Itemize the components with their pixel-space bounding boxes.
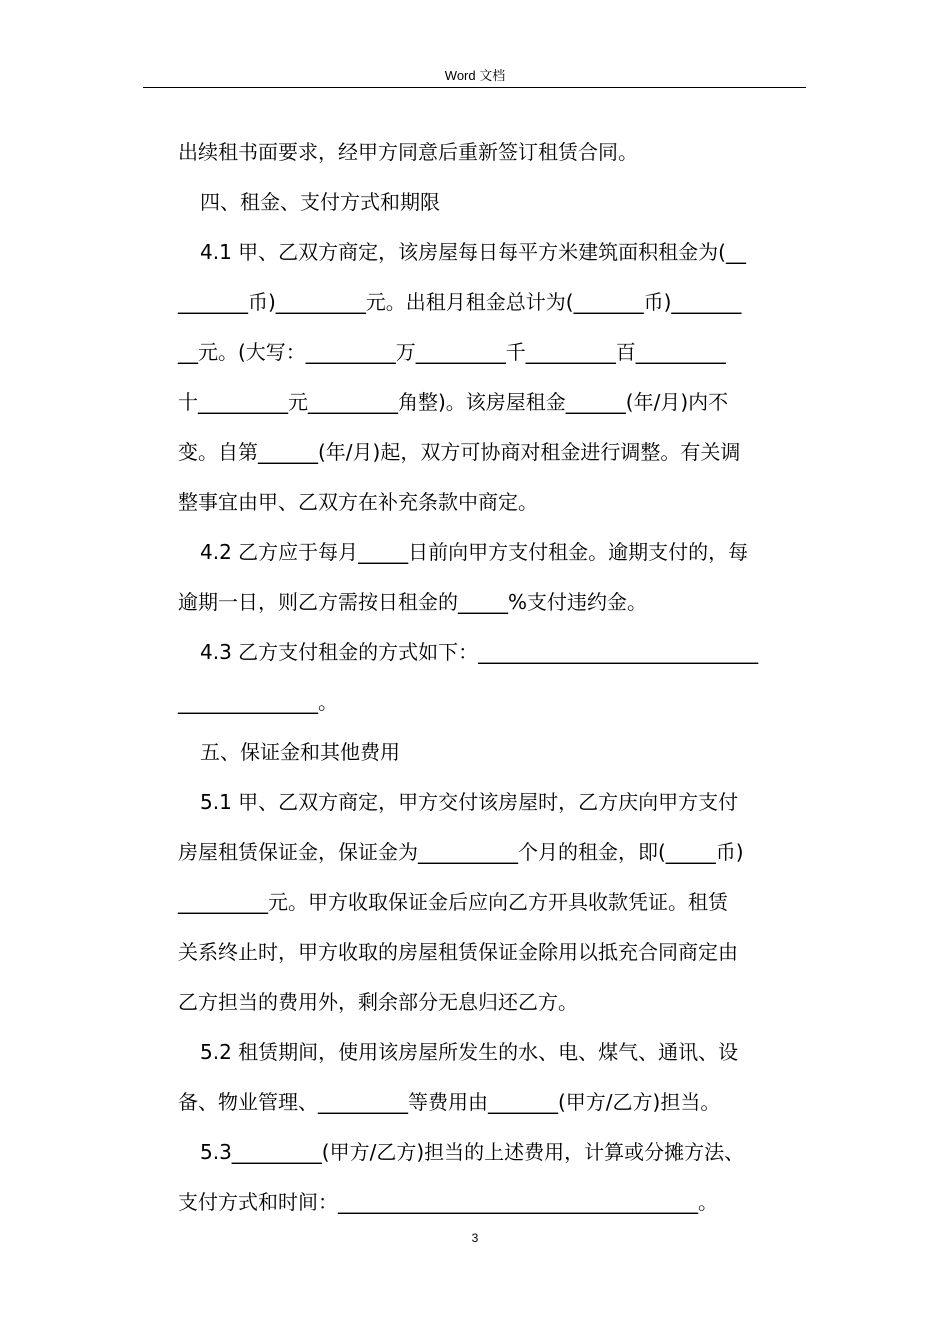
- body-line: 逾期一日，则乙方需按日租金的_____%支付违约金。: [178, 590, 648, 614]
- body-line: _______币)_________元。出租月租金总计为(_______币)_______: [178, 290, 742, 314]
- body-line: __元。(大写：_________万_________千_________百_________: [178, 340, 726, 364]
- body-line: 十_________元_________角整)。该房屋租金______(年/月)内不: [178, 390, 729, 414]
- body-line: ______________。: [178, 690, 338, 714]
- body-line: 备、物业管理、_________等费用由_______(甲方/乙方)担当。: [178, 1090, 721, 1114]
- page-number: 3: [471, 1231, 479, 1245]
- body-line: 4.1 甲、乙双方商定，该房屋每日每平方米建筑面积租金为(__: [200, 240, 746, 264]
- body-line: 支付方式和时间：____________________________________。: [178, 1190, 718, 1214]
- body-line: 整事宜由甲、乙双方在补充条款中商定。: [178, 490, 538, 514]
- section-heading: 五、保证金和其他费用: [200, 740, 400, 764]
- body-line: 5.2 租赁期间，使用该房屋所发生的水、电、煤气、通讯、设: [200, 1040, 739, 1064]
- body-line: _________元。甲方收取保证金后应向乙方开具收款凭证。租赁: [178, 890, 728, 914]
- body-line: 关系终止时，甲方收取的房屋租赁保证金除用以抵充合同商定由: [178, 940, 738, 964]
- body-line: 4.3 乙方支付租金的方式如下：____________________________: [200, 640, 759, 664]
- body-line: 乙方担当的费用外，剩余部分无息归还乙方。: [178, 990, 578, 1014]
- section-heading: 四、租金、支付方式和期限: [200, 190, 440, 214]
- body-line: 4.2 乙方应于每月_____日前向甲方支付租金。逾期支付的，每: [200, 540, 749, 564]
- body-line: 5.3_________(甲方/乙方)担当的上述费用，计算或分摊方法、: [200, 1140, 745, 1164]
- header-divider: [143, 87, 806, 88]
- body-line: 出续租书面要求，经甲方同意后重新签订租赁合同。: [178, 140, 638, 164]
- body-line: 房屋租赁保证金，保证金为__________个月的租金，即(_____币): [178, 840, 744, 864]
- body-line: 5.1 甲、乙双方商定，甲方交付该房屋时，乙方庆向甲方支付: [200, 790, 739, 814]
- document-body: [178, 127, 802, 1227]
- body-line: 变。自第______(年/月)起，双方可协商对租金进行调整。有关调: [178, 440, 741, 464]
- page-header-title: Word 文档: [444, 68, 506, 83]
